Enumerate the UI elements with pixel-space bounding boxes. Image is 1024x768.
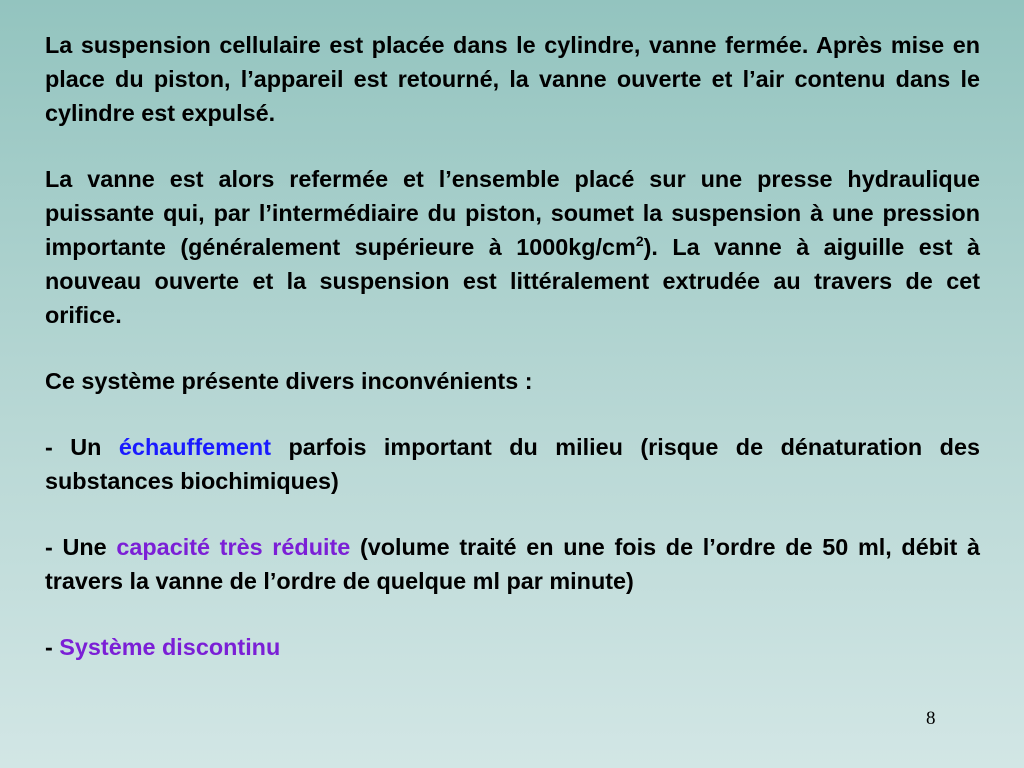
bullet-dash: - xyxy=(45,534,63,560)
paragraph-1-text: La suspension cellulaire est placée dans le cylindre, vanne fermée. Après mise en place du piston, l’appareil est retourné, la vanne ouverte et l’air contenu dans le cylindre est expulsé. xyxy=(45,32,980,126)
bullet-1-suffix: parfois important du milieu (risque de dénaturation des substances biochimiques) xyxy=(45,434,980,494)
bullet-item-1 xyxy=(45,430,980,498)
paragraph-2-text-b: ). La vanne à aiguille est à nouveau ouverte et la suspension est littéralement extrudée au travers de cet orifice. xyxy=(45,234,980,328)
bullet-2-prefix: Une xyxy=(62,534,117,560)
highlight-echauffement: échauffement xyxy=(118,434,271,460)
bullet-2-suffix: (volume traité en une fois de l’ordre de 50 ml, débit à travers la vanne de l’ordre de quelque ml par minute) xyxy=(45,534,981,594)
bullet-item-3 xyxy=(45,630,980,664)
page-number: 8 xyxy=(926,708,936,729)
paragraph-1 xyxy=(45,28,980,130)
paragraph-2-text-a: La vanne est alors refermée et l’ensemble placé sur une presse hydraulique puissante qui, par l’intermédiaire du piston, soumet la suspension à une pression importante (généralement supérieure à 1000kg/cm xyxy=(45,166,980,260)
bullet-dash: - xyxy=(45,434,71,460)
paragraph-3-text: Ce système présente divers inconvénients : xyxy=(45,368,533,394)
slide-body xyxy=(45,28,980,664)
bullet-dash: - xyxy=(45,634,60,660)
highlight-systeme-discontinu: Système discontinu xyxy=(59,634,281,660)
bullet-item-2 xyxy=(45,530,980,598)
paragraph-2 xyxy=(45,162,980,332)
superscript-2: 2 xyxy=(635,233,644,250)
paragraph-3 xyxy=(45,364,980,398)
bullet-1-prefix: Un xyxy=(70,434,119,460)
highlight-capacite: capacité très réduite xyxy=(116,534,351,560)
